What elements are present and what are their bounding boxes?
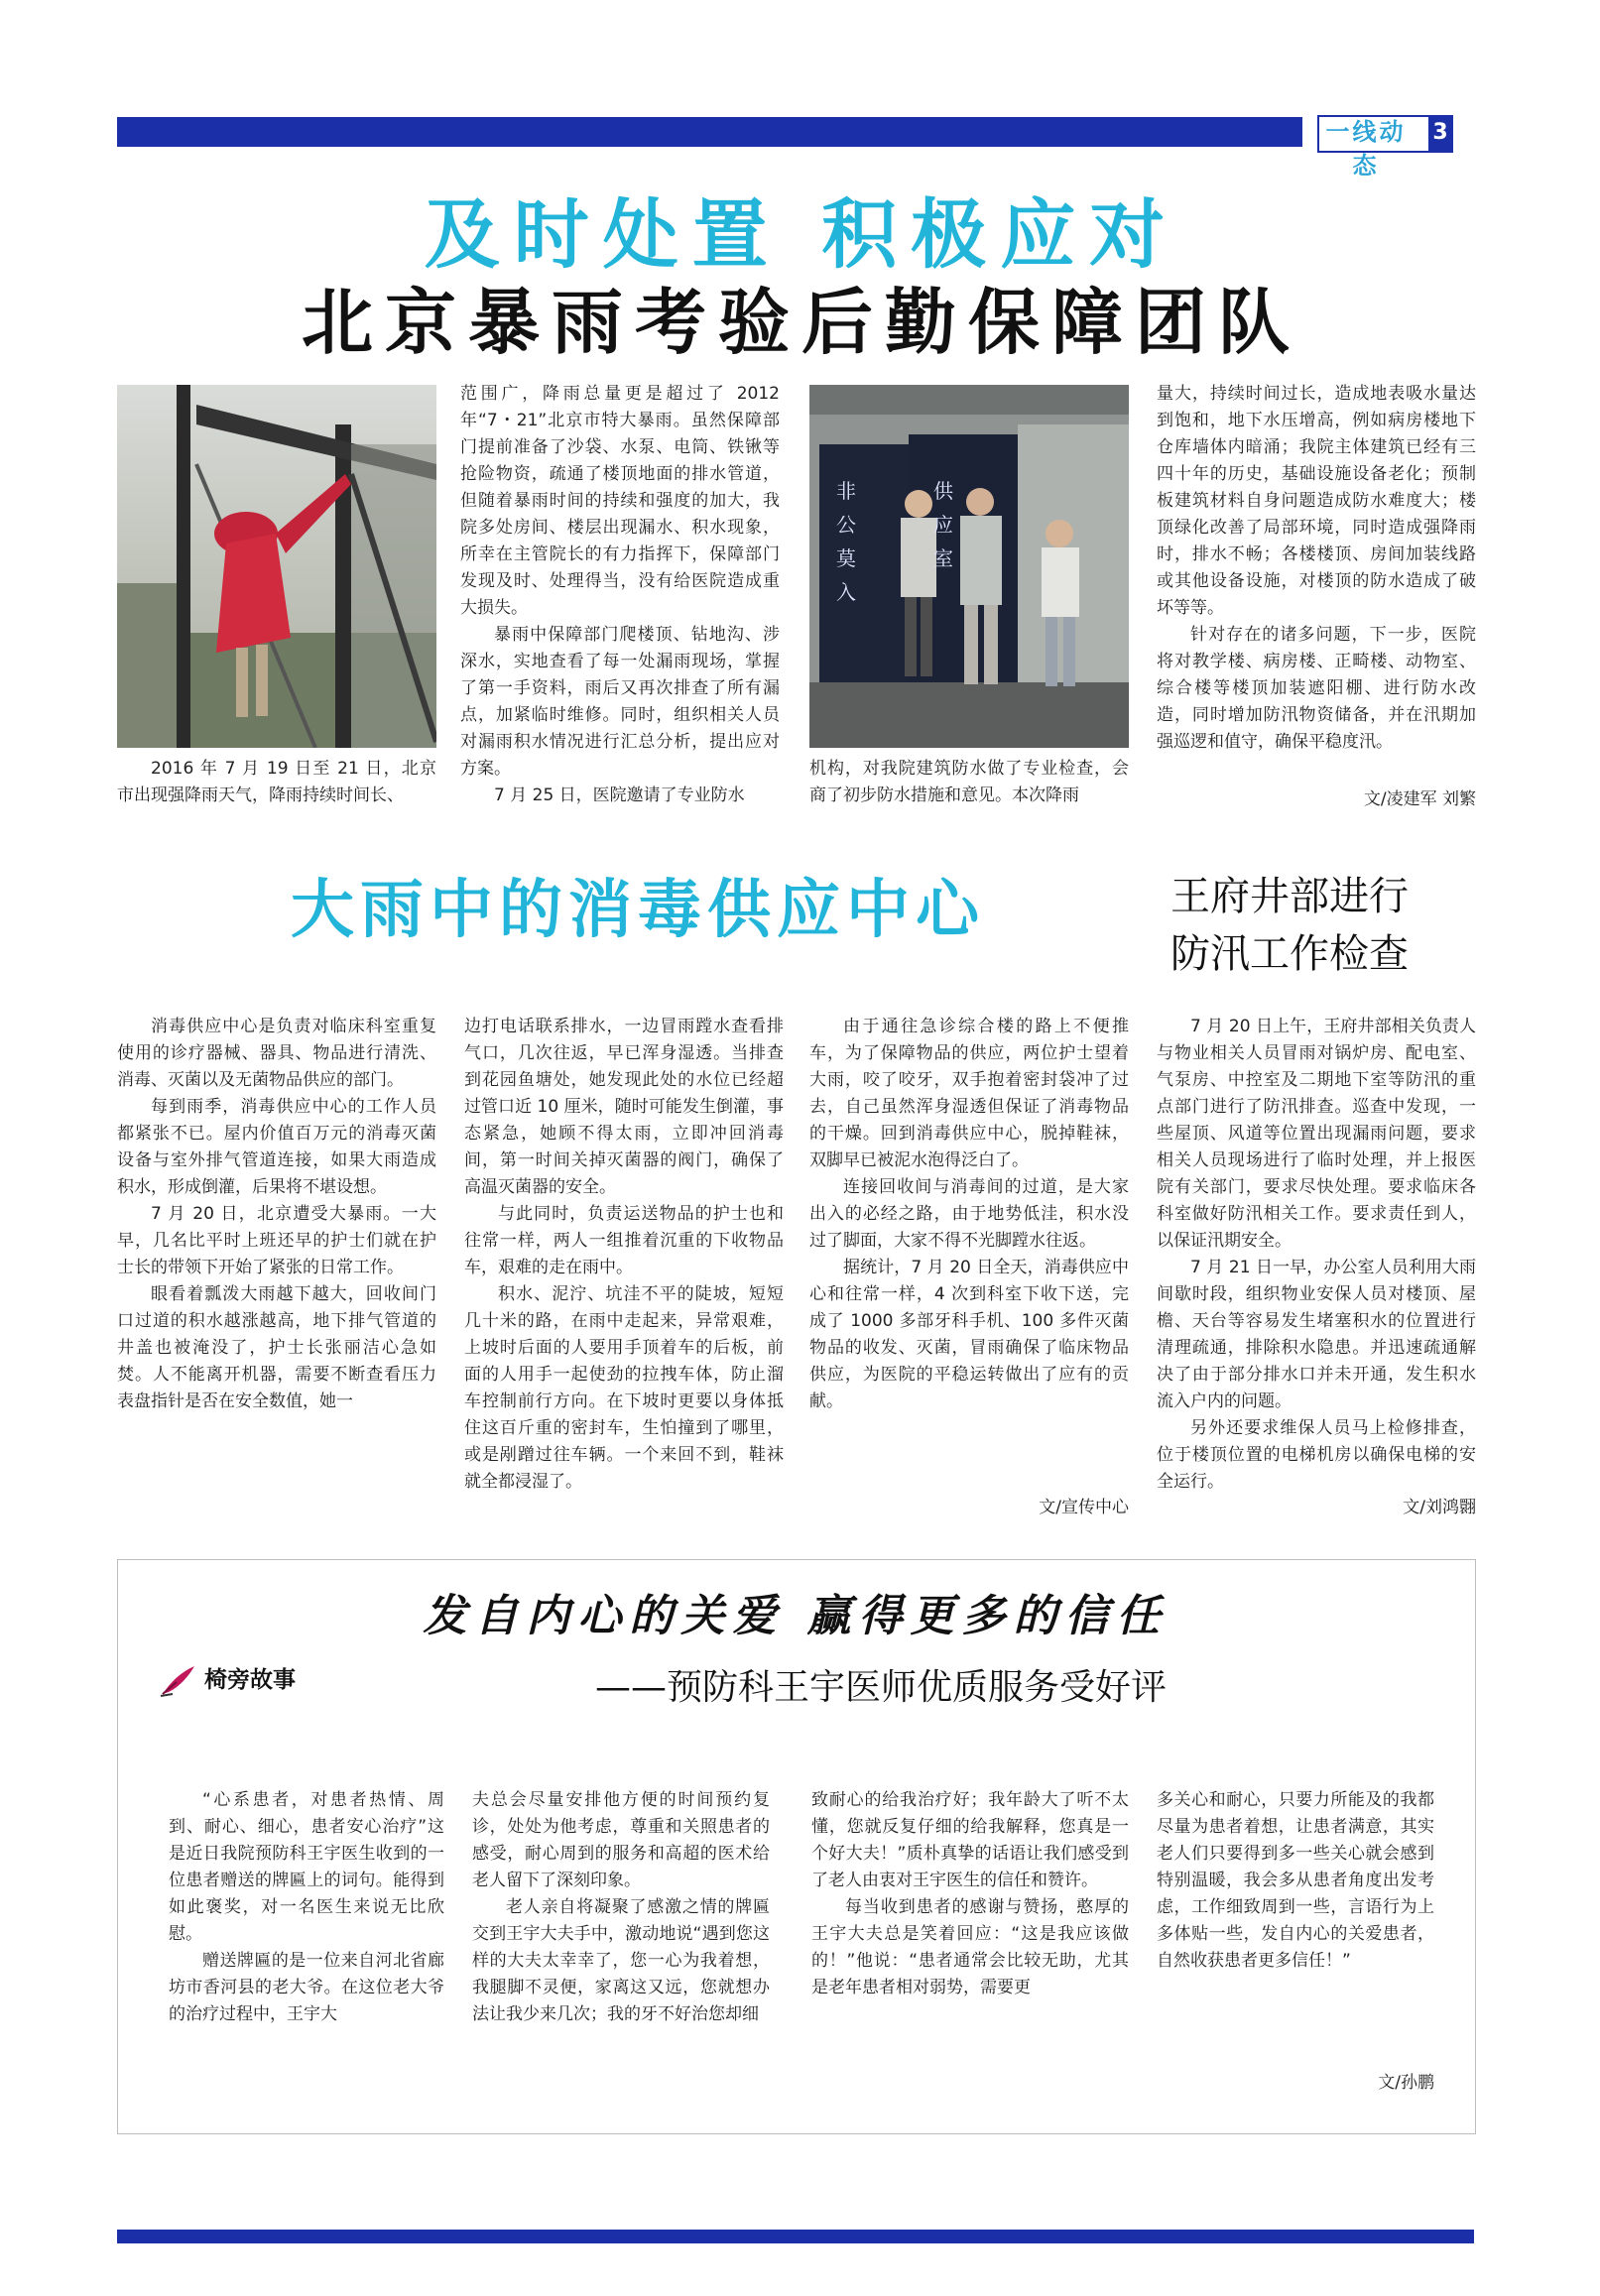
photo-rooftop-worker xyxy=(117,385,436,748)
paragraph: 7 月 20 日上午，王府井部相关负责人与物业相关人员冒雨对锅炉房、配电室、气泵房、中控室及二期地下室等防汛的重点部门进行了防汛排查。巡查中发现，一些屋顶、风道等位置出现漏雨问题，要求相关人员现场进行了临时处理，并上报医院有关部门，要求尽快处理。要求临床各科室做好防汛相关工作。要求责任到人，以保证汛期安全。 xyxy=(1157,1017,1476,1251)
article2-column-3 xyxy=(809,1014,1129,1415)
rooftop-worker-illustration xyxy=(117,385,436,748)
door-sign-right: 供应室 xyxy=(933,479,953,570)
article4-column-3 xyxy=(811,1787,1129,2001)
photo-caption: 2016 年 7 月 19 日至 21 日，北京市出现强降雨天气，降雨持续时间长、 xyxy=(117,759,436,805)
article3-headline xyxy=(1141,868,1438,983)
article2-column-1 xyxy=(117,1014,436,1415)
paragraph: 7 月 20 日，北京遭受大暴雨。一大早，几名比平时上班还早的护士们就在护士长的带领下开始了紧张的日常工作。 xyxy=(117,1204,436,1277)
paragraph: 7 月 25 日，医院邀请了专业防水 xyxy=(494,785,745,805)
paragraph: 范围广，降雨总量更是超过了 2012 年“7・21”北京市特大暴雨。虽然保障部门提前准备了沙袋、水泵、电筒、铁锹等抢险物资，疏通了楼顶地面的排水管道，但随着暴雨时间的持续和强度的加大，我院多处房间、楼层出现漏水、积水现象，所幸在主管院长的有力指挥下，保障部门发现及时、处理得当，没有给医院造成重大损失。 xyxy=(460,384,780,618)
article1-headline-line2: 北京暴雨考验后勤保障团队 xyxy=(301,281,1301,364)
article3-headline-line2: 防汛工作检查 xyxy=(1170,931,1409,977)
article3-byline: 文/刘鸿翾 xyxy=(1403,1498,1476,1517)
paragraph: 赠送牌匾的是一位来自河北省廊坊市香河县的老大爷。在这位老大爷的治疗过程中，王宇大 xyxy=(169,1951,444,2024)
paragraph: 老人亲自将凝聚了感激之情的牌匾交到王宇大夫手中，激动地说“遇到您这样的大夫太幸幸了，您一心为我着想，我腿脚不灵便，家离这又远，您就想办法让我少来几次；我的牙不好治您却细 xyxy=(472,1897,770,2024)
article1-column-3 xyxy=(809,756,1129,809)
article2-headline: 大雨中的消毒供应中心 xyxy=(291,874,985,947)
article4-headline: 发自内心的关爱 赢得更多的信任 xyxy=(423,1591,1169,1641)
article4-column-2 xyxy=(472,1787,770,2028)
article4-byline: 文/孙鹏 xyxy=(1378,2073,1434,2093)
article1-column-2 xyxy=(460,381,780,809)
page-number: 3 xyxy=(1428,115,1452,151)
paragraph: 连接回收间与消毒间的过道，是大家出入的必经之路，由于地势低洼，积水没过了脚面，大家不得不光脚蹚水往返。 xyxy=(809,1177,1129,1251)
paragraph: 消毒供应中心是负责对临床科室重复使用的诊疗器械、器具、物品进行清洗、消毒、灭菌以及无菌物品供应的部门。 xyxy=(117,1017,436,1090)
article3-column xyxy=(1157,1014,1476,1496)
photo-inspection-door xyxy=(809,385,1129,748)
article2-column-2 xyxy=(464,1014,784,1496)
paragraph: 由于通往急诊综合楼的路上不便推车，为了保障物品的供应，两位护士望着大雨，咬了咬牙，双手抱着密封袋冲了过去，自己虽然浑身湿透但保证了消毒物品的干燥。回到消毒供应中心，脱掉鞋袜，双脚早已被泥水泡得泛白了。 xyxy=(809,1017,1129,1170)
article2-byline: 文/宣传中心 xyxy=(1039,1498,1129,1517)
paragraph: 积水、泥泞、坑洼不平的陡坡，短短几十米的路，在雨中走起来，异常艰难，上坡时后面的人要用手顶着车的后板，前面的人用手一起使劲的拉拽车体，防止溜车控制前行方向。在下坡时更要以身体抵住这百斤重的密封车，生怕撞到了哪里，或是剐蹭过往车辆。一个来回不到，鞋袜就全都浸湿了。 xyxy=(464,1284,784,1492)
article4-column-4 xyxy=(1157,1787,1434,1975)
article4-column-1 xyxy=(169,1787,444,2028)
door-sign-left: 非公莫入 xyxy=(836,479,856,604)
footer-bar xyxy=(117,2230,1474,2243)
paragraph: 机构，对我院建筑防水做了专业检查，会商了初步防水措施和意见。本次降雨 xyxy=(809,759,1129,805)
article4-subheadline: ——预防科王宇医师优质服务受好评 xyxy=(595,1667,1168,1708)
section-name: 一线动态 xyxy=(1325,118,1407,180)
quill-icon xyxy=(159,1664,198,1698)
column-tag xyxy=(159,1660,296,1700)
paragraph: 每当收到患者的感谢与赞扬，憨厚的王宇大夫总是笑着回应：“这是我应该做的！”他说：“患者通常会比较无助，尤其是老年患者相对弱势，需要更 xyxy=(811,1897,1129,1997)
header-bar xyxy=(117,117,1302,147)
article1-column-4 xyxy=(1157,381,1476,756)
paragraph: 夫总会尽量安排他方便的时间预约复诊，处处为他考虑，尊重和关照患者的感受，耐心周到的服务和高超的医术给老人留下了深刻印象。 xyxy=(472,1790,770,1890)
paragraph: 眼看着瓢泼大雨越下越大，回收间门口过道的积水越涨越高，地下排气管道的井盖也被淹没了，护士长张丽洁心急如焚。人不能离开机器，需要不断查看压力表盘指针是否在安全数值，她一 xyxy=(117,1284,436,1411)
paragraph: 多关心和耐心，只要力所能及的我都尽量为患者着想，让患者满意，其实老人们只要得到多一些关心就会感到特别温暖，我会多从患者角度出发考虑，工作细致周到一些，言语行为上多体贴一些，发自内心的关爱患者，自然收获患者更多信任！” xyxy=(1157,1790,1434,1971)
paragraph: 另外还要求维保人员马上检修排查，位于楼顶位置的电梯机房以确保电梯的安全运行。 xyxy=(1157,1418,1476,1492)
paragraph: 据统计，7 月 20 日全天，消毒供应中心和往常一样，4 次到科室下收下送，完成了 1000 多部牙科手机、100 多件灭菌物品的收发、灭菌，冒雨确保了临床物品供应，为医院的平稳运转做出了应有的贡献。 xyxy=(809,1258,1129,1411)
paragraph: 边打电话联系排水，一边冒雨蹚水查看排气口，几次往返，早已浑身湿透。当排查到花园鱼塘处，她发现此处的水位已经超过管口近 10 厘米，随时可能发生倒灌，事态紧急，她顾不得太雨，立即冲回消毒间，第一时间关掉灭菌器的阀门，确保了高温灭菌器的安全。 xyxy=(464,1017,784,1197)
column-tag-label: 椅旁故事 xyxy=(204,1667,296,1693)
paragraph: “心系患者，对患者热情、周到、耐心、细心，患者安心治疗”这是近日我院预防科王宇医生收到的一位患者赠送的牌匾上的词句。能得到如此褒奖，对一名医生来说无比欣慰。 xyxy=(169,1790,444,1944)
paragraph: 暴雨中保障部门爬楼顶、钻地沟、涉深水，实地查看了每一处漏雨现场，掌握了第一手资料，雨后又再次排查了所有漏点，加紧临时维修。同时，组织相关人员对漏雨积水情况进行汇总分析，提出应对方案。 xyxy=(460,625,780,779)
article1-byline: 文/凌建军 刘繁 xyxy=(1363,789,1476,809)
paragraph: 针对存在的诸多问题，下一步，医院将对教学楼、病房楼、正畸楼、动物室、综合楼等楼顶加装遮阳棚、进行防水改造，同时增加防汛物资储备，并在汛期加强巡逻和值守，确保平稳度汛。 xyxy=(1157,625,1476,752)
paragraph: 致耐心的给我治疗好；我年龄大了听不太懂，您就反复仔细的给我解释，您真是一个好大夫！”质朴真挚的话语让我们感受到了老人由衷对王宇医生的信任和赞许。 xyxy=(811,1790,1129,1890)
paragraph: 每到雨季，消毒供应中心的工作人员都紧张不已。屋内价值百万元的消毒灭菌设备与室外排气管道连接，如果大雨造成积水，形成倒灌，后果将不堪设想。 xyxy=(117,1097,436,1197)
paragraph: 量大，持续时间过长，造成地表吸水量达到饱和，地下水压增高，例如病房楼地下仓库墙体内暗涌；我院主体建筑已经有三四十年的历史，基础设施设备老化；预制板建筑材料自身问题造成防水难度大；楼顶绿化改善了局部环境，同时造成强降雨时，排水不畅；各楼楼顶、房间加装线路或其他设备设施，对楼顶的防水造成了破坏等等。 xyxy=(1157,384,1476,618)
paragraph: 与此同时，负责运送物品的护士也和往常一样，两人一组推着沉重的下收物品车，艰难的走在雨中。 xyxy=(464,1204,784,1277)
inspection-door-illustration xyxy=(809,385,1129,748)
paragraph: 7 月 21 日一早，办公室人员利用大雨间歇时段，组织物业安保人员对楼顶、屋檐、天台等容易发生堵塞积水的位置进行清理疏通，排除积水隐患。并迅速疏通解决了由于部分排水口并未开通，发生积水流入户内的问题。 xyxy=(1157,1258,1476,1411)
article3-headline-line1: 王府井部进行 xyxy=(1170,874,1409,919)
article1-headline-line1: 及时处置 积极应对 xyxy=(424,190,1179,279)
